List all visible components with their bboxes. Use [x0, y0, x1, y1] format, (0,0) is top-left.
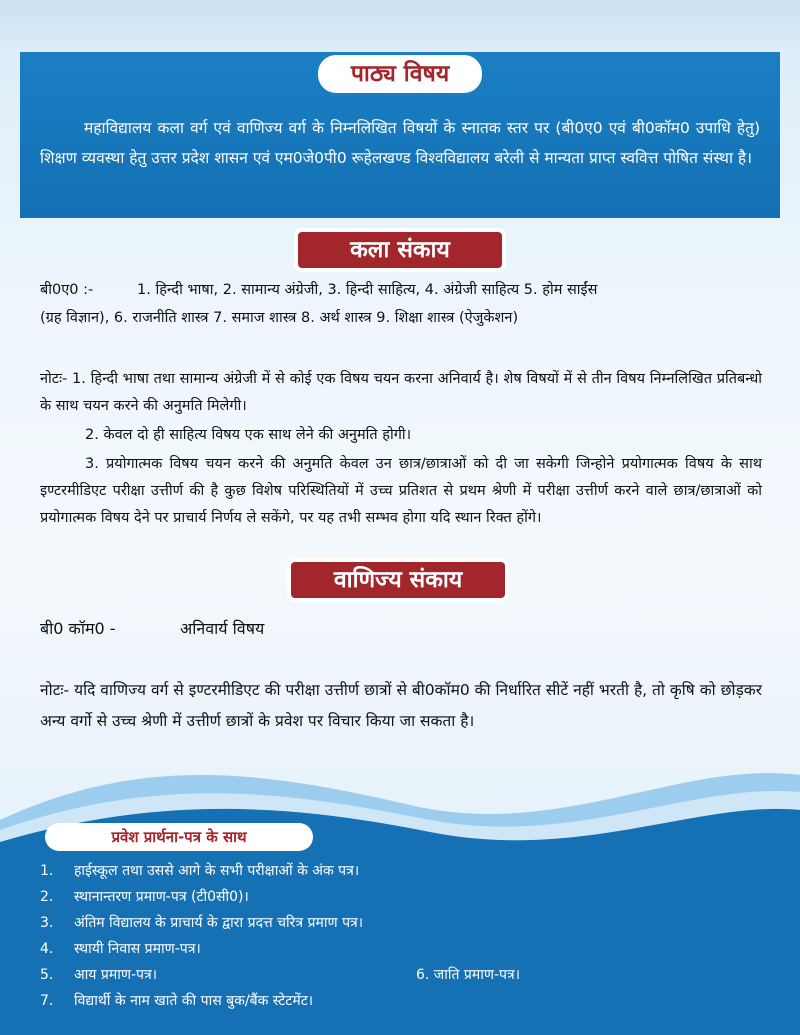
kala-sankay-title: कला संकाय [298, 232, 502, 268]
bcom-label: बी0 कॉम0 - [40, 619, 116, 638]
bcom-value: अनिवार्य विषय [180, 619, 265, 638]
kala-note-1: नोटः- 1. हिन्दी भाषा तथा सामान्य अंग्रेजी में से कोई एक विषय चयन करना अनिवार्य है। शेष विषयों में से तीन विषय निम्नलिखित प्रतिबन्धो के साथ चयन करने की अनुमति मिलेगी। [40, 371, 762, 414]
list-item: 5. आय प्रमाण-पत्र। 6. जाति प्रमाण-पत्र। [40, 967, 521, 983]
documents-header: प्रवेश प्रार्थना-पत्र के साथ [45, 823, 313, 851]
list-item: 7. विद्यार्थी के नाम खाते की पास बुक/बैंक स्टेटमेंट। [40, 993, 314, 1009]
vanijya-note: नोटः- यदि वाणिज्य वर्ग से इण्टरमीडिएट की परीक्षा उत्तीर्ण छात्रों से बी0कॉम0 की निर्धारित सीटें नहीं भरती है, तो कृषि को छोड़कर अन्य वर्गो से उच्च श्रेणी में उत्तीर्ण छात्रों के प्रवेश पर विचार किया जा सकता है। [40, 681, 762, 730]
list-item: 3. अंतिम विद्यालय के प्राचार्य के द्वारा प्रदत्त चरित्र प्रमाण पत्र। [40, 915, 364, 931]
top-decor-strip [0, 0, 800, 50]
ba-label: बी0ए0 :- [40, 282, 94, 298]
ba-subjects-line2: (ग्रह विज्ञान), 6. राजनीति शास्त्र 7. समाज शास्त्र 8. अर्थ शास्त्र 9. शिक्षा शास्त्र (ऐजुकेशन) [40, 310, 519, 326]
kala-note-2: 2. केवल दो ही साहित्य विषय एक साथ लेने की अनुमति होगी। [85, 427, 412, 443]
kala-note-3: 3. प्रयोगात्मक विषय चयन करने की अनुमति केवल उन छात्र/छात्राओं को दी जा सकेगी जिन्होने प्रयोगात्मक विषय के साथ इण्टरमीडिएट परीक्षा उत्तीर्ण की है कुछ विशेष परिस्थितियों में उच्च प्रतिशत से प्रथम श्रेणी में परीक्षा उत्तीर्ण करने वाले छात्र/छात्राओं को प्रयोगात्मक विषय देने पर प्राचार्य निर्णय ले सकेंगे, पर यह तभी सम्भव होगा यदि स्थान रिक्त होंगे। [40, 456, 762, 526]
list-item: 2. स्थानान्तरण प्रमाण-पत्र (टी0सी0)। [40, 889, 249, 905]
pathya-vishay-title: पाठ्य विषय [318, 55, 482, 93]
list-item: 4. स्थायी निवास प्रमाण-पत्र। [40, 941, 201, 957]
documents-list [40, 858, 760, 1014]
intro-paragraph: महाविद्यालय कला वर्ग एवं वाणिज्य वर्ग के निम्नलिखित विषयों के स्नातक स्तर पर (बी0ए0 एवं बी0कॉम0 उपाधि हेतु) शिक्षण व्यवस्था हेतु उत्तर प्रदेश शासन एवं एम0जे0पी0 रूहेलखण्ड विश्वविद्यालय बरेली से मान्यता प्राप्त स्ववित्त पोषित संस्था है। [40, 119, 760, 167]
list-item: 1. हाईस्कूल तथा उससे आगे के सभी परीक्षाओं के अंक पत्र। [40, 863, 360, 879]
vanijya-sankay-title: वाणिज्य संकाय [291, 562, 505, 598]
ba-subjects-line1: 1. हिन्दी भाषा, 2. सामान्य अंग्रेजी, 3. हिन्दी साहित्य, 4. अंग्रेजी साहित्य 5. होम साईंस [137, 282, 598, 298]
